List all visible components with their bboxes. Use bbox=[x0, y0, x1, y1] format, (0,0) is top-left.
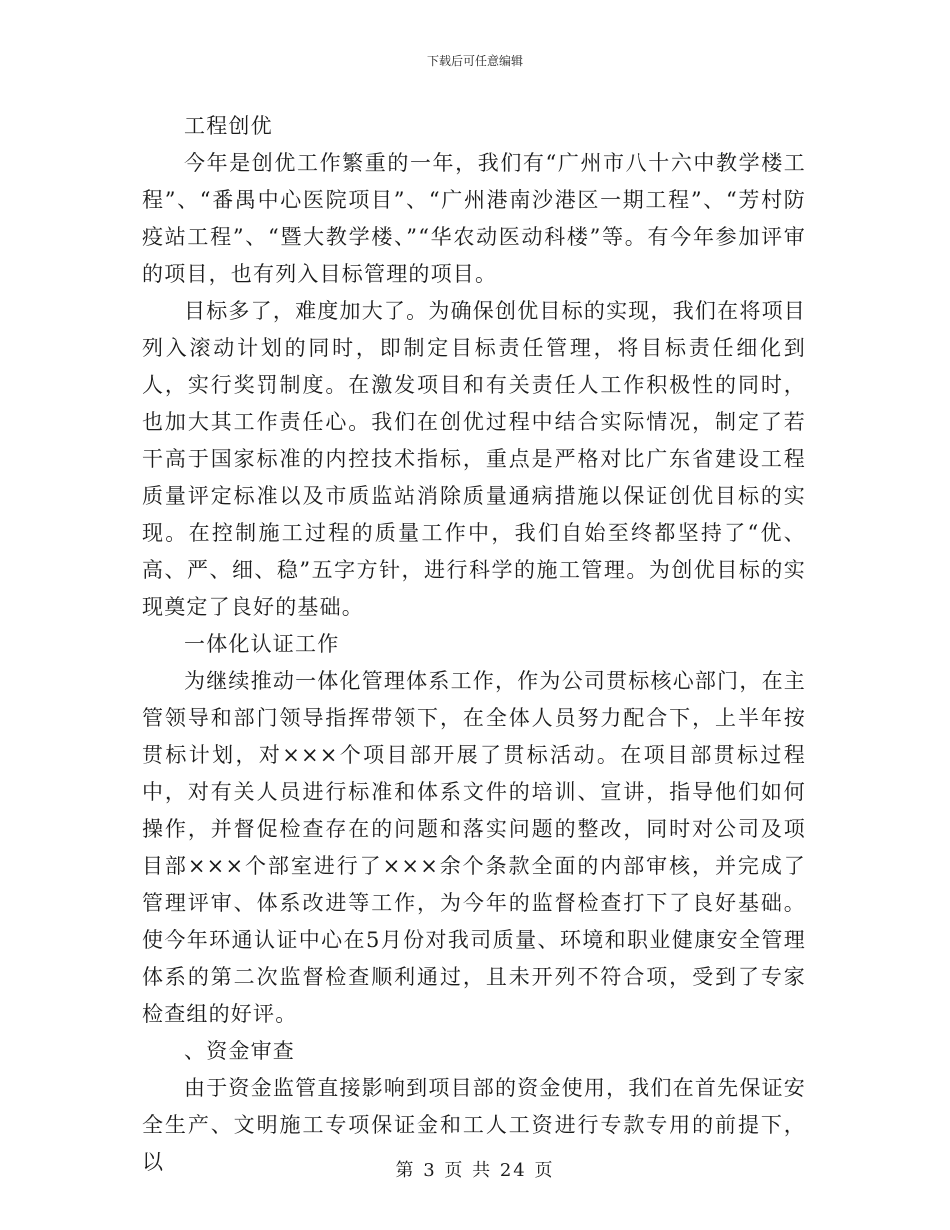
section-heading-integrated-certification: 一体化认证工作 bbox=[184, 632, 340, 656]
page-footer: 第 3 页 共 24 页 bbox=[395, 1160, 555, 1181]
paragraph-projects-list: 今年是创优工作繁重的一年，我们有“广州市八十六中教学楼工程”、“番禺中心医院项目”、“广州港南沙港区一期工程”、“芳村防疫站工程”、“暨大教学楼、”“华农动医动科楼”等。有今年参加评审的项目，也有列入目标管理的项目。 bbox=[142, 151, 806, 286]
section-heading-fund-review: 、资金审查 bbox=[184, 1039, 295, 1063]
page-header: 下载后可任意编辑 bbox=[426, 54, 523, 68]
paragraph-fund-supervision: 由于资金监管直接影响到项目部的资金使用，我们在首先保证安全生产、文明施工专项保证金和工人工资进行专款专用的前提下，以 bbox=[142, 1076, 806, 1174]
document-body bbox=[142, 108, 806, 1181]
section-heading-engineering-excellence: 工程创优 bbox=[184, 114, 273, 138]
paragraph-goal-management: 目标多了，难度加大了。为确保创优目标的实现，我们在将项目列入滚动计划的同时，即制定目标责任管理，将目标责任细化到人，实行奖罚制度。在激发项目和有关责任人工作积极性的同时，也加大其工作责任心。我们在创优过程中结合实际情况，制定了若干高于国家标准的内控技术指标，重点是严格对比广东省建设工程质量评定标准以及市质监站消除质量通病措施以保证创优目标的实现。在控制施工过程的质量工作中，我们自始至终都坚持了“优、高、严、细、稳”五字方针，进行科学的施工管理。为创优目标的实现奠定了良好的基础。 bbox=[142, 299, 806, 619]
paragraph-certification-work: 为继续推动一体化管理体系工作，作为公司贯标核心部门，在主管领导和部门领导指挥带领下，在全体人员努力配合下，上半年按贯标计划，对×××个项目部开展了贯标活动。在项目部贯标过程中，对有关人员进行标准和体系文件的培训、宣讲，指导他们如何操作，并督促检查存在的问题和落实问题的整改，同时对公司及项目部×××个部室进行了×××余个条款全面的内部审核，并完成了管理评审、体系改进等工作，为今年的监督检查打下了良好基础。使今年环通认证中心在5月份对我司质量、环境和职业健康安全管理体系的第二次监督检查顺利通过，且未开列不符合项，受到了专家检查组的好评。 bbox=[142, 669, 806, 1026]
